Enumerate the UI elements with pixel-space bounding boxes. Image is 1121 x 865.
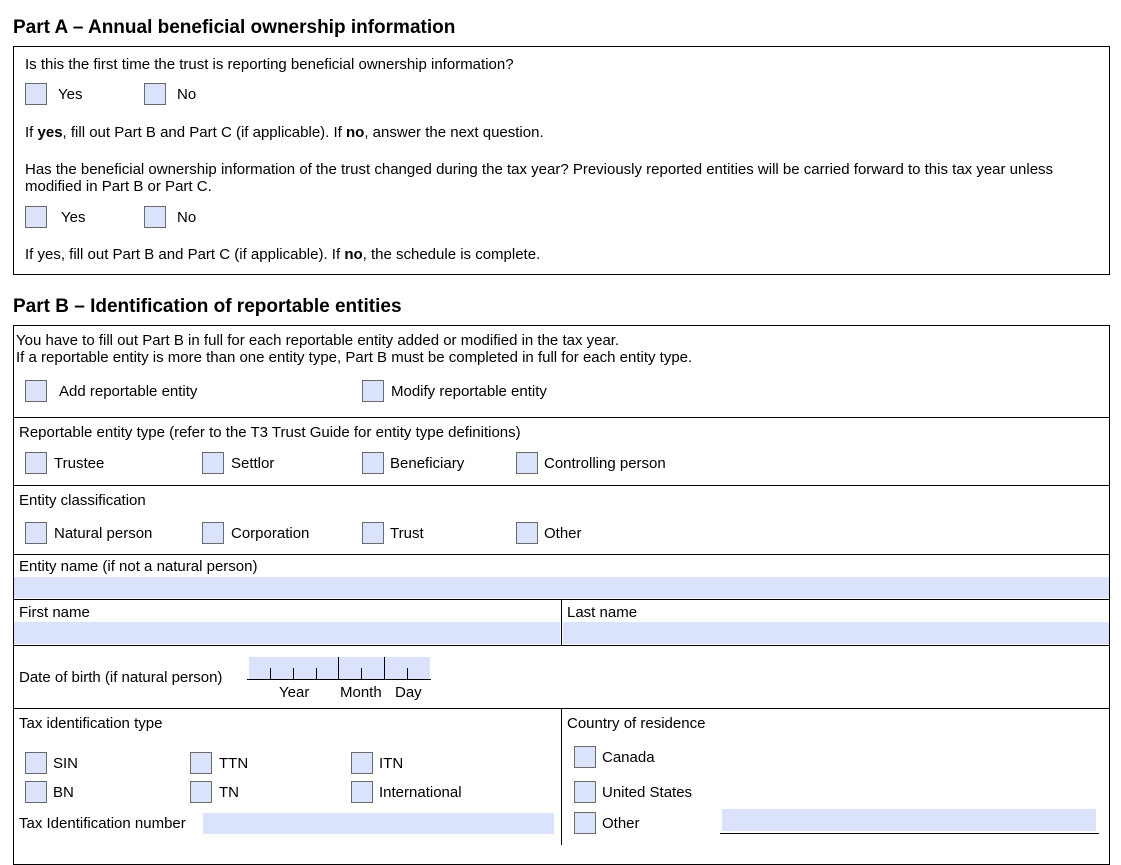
trustee-checkbox[interactable] xyxy=(25,452,47,474)
canada-label: Canada xyxy=(602,749,655,766)
natural-person-label: Natural person xyxy=(54,525,153,542)
international-checkbox[interactable] xyxy=(351,781,373,803)
dob-tick xyxy=(293,668,294,679)
date-of-birth-label: Date of birth (if natural person) xyxy=(19,669,223,686)
itn-label: ITN xyxy=(379,755,404,772)
first-time-no-checkbox[interactable] xyxy=(144,83,166,105)
dob-tick xyxy=(407,668,408,679)
first-name-label: First name xyxy=(19,604,90,621)
part-b-intro-line1: You have to fill out Part B in full for each reportable entity added or modified in the tax year. xyxy=(16,332,620,349)
united-states-checkbox[interactable] xyxy=(574,781,596,803)
settlor-checkbox[interactable] xyxy=(202,452,224,474)
modify-entity-label: Modify reportable entity xyxy=(391,383,547,400)
last-name-input[interactable] xyxy=(563,622,1109,644)
tax-id-type-label: Tax identification type xyxy=(19,715,163,732)
divider xyxy=(13,485,1110,486)
add-entity-label: Add reportable entity xyxy=(59,383,198,400)
entity-name-label: Entity name (if not a natural person) xyxy=(19,558,258,575)
add-entity-checkbox[interactable] xyxy=(25,380,47,402)
changed-question-line2: modified in Part B or Part C. xyxy=(25,178,212,195)
divider xyxy=(13,554,1110,555)
first-time-instruction: If yes, fill out Part B and Part C (if applicable). If no, answer the next question. xyxy=(25,124,544,141)
first-time-yes-label: Yes xyxy=(58,86,83,103)
natural-person-checkbox[interactable] xyxy=(25,522,47,544)
part-b-intro-line2: If a reportable entity is more than one entity type, Part B must be completed in full for each entity type. xyxy=(16,349,693,366)
tax-id-number-label: Tax Identification number xyxy=(19,815,186,832)
entity-classification-label: Entity classification xyxy=(19,492,146,509)
first-time-no-label: No xyxy=(177,86,197,103)
changed-yes-checkbox[interactable] xyxy=(25,206,47,228)
dob-tick xyxy=(316,668,317,679)
ttn-label: TTN xyxy=(219,755,249,772)
settlor-label: Settlor xyxy=(231,455,275,472)
other-classification-label: Other xyxy=(544,525,582,542)
first-time-question: Is this the first time the trust is reporting beneficial ownership information? xyxy=(25,56,514,73)
beneficiary-checkbox[interactable] xyxy=(362,452,384,474)
other-country-underline xyxy=(720,833,1099,834)
other-classification-checkbox[interactable] xyxy=(516,522,538,544)
sin-label: SIN xyxy=(53,755,79,772)
modify-entity-checkbox[interactable] xyxy=(362,380,384,402)
canada-checkbox[interactable] xyxy=(574,746,596,768)
united-states-label: United States xyxy=(602,784,693,801)
changed-question-line1: Has the beneficial ownership information of the trust changed during the tax year? Previously reported entities will be carried forward to this tax year unless xyxy=(25,161,1054,178)
trust-checkbox[interactable] xyxy=(362,522,384,544)
tn-checkbox[interactable] xyxy=(190,781,212,803)
corporation-label: Corporation xyxy=(231,525,310,542)
first-time-yes-checkbox[interactable] xyxy=(25,83,47,105)
other-country-input[interactable] xyxy=(722,809,1096,831)
part-a-title: Part A – Annual beneficial ownership information xyxy=(13,17,456,38)
trust-label: Trust xyxy=(390,525,424,542)
tax-country-divider xyxy=(561,708,562,845)
controlling-person-checkbox[interactable] xyxy=(516,452,538,474)
sin-checkbox[interactable] xyxy=(25,752,47,774)
last-name-label: Last name xyxy=(567,604,638,621)
itn-checkbox[interactable] xyxy=(351,752,373,774)
dob-separator xyxy=(338,657,339,679)
other-country-checkbox[interactable] xyxy=(574,812,596,834)
international-label: International xyxy=(379,784,462,801)
divider xyxy=(13,417,1110,418)
changed-no-checkbox[interactable] xyxy=(144,206,166,228)
divider xyxy=(13,645,1110,646)
dob-tick xyxy=(361,668,362,679)
entity-name-input[interactable] xyxy=(14,577,1109,598)
bn-label: BN xyxy=(53,784,74,801)
tax-id-number-input[interactable] xyxy=(203,813,554,834)
tn-label: TN xyxy=(219,784,239,801)
other-country-label: Other xyxy=(602,815,640,832)
controlling-person-label: Controlling person xyxy=(544,455,666,472)
first-name-input[interactable] xyxy=(14,622,560,644)
entity-type-label: Reportable entity type (refer to the T3 Trust Guide for entity type definitions) xyxy=(19,424,521,441)
dob-year-label: Year xyxy=(279,684,310,701)
dob-tick xyxy=(270,668,271,679)
country-label: Country of residence xyxy=(567,715,706,732)
beneficiary-label: Beneficiary xyxy=(390,455,465,472)
bn-checkbox[interactable] xyxy=(25,781,47,803)
dob-day-label: Day xyxy=(395,684,422,701)
dob-field-background[interactable] xyxy=(249,657,430,679)
changed-no-label: No xyxy=(177,209,197,226)
dob-month-label: Month xyxy=(340,684,382,701)
changed-yes-label: Yes xyxy=(61,209,86,226)
part-b-title: Part B – Identification of reportable entities xyxy=(13,296,402,317)
corporation-checkbox[interactable] xyxy=(202,522,224,544)
trustee-label: Trustee xyxy=(54,455,105,472)
dob-separator xyxy=(384,657,385,679)
dob-baseline xyxy=(247,679,431,680)
changed-instruction: If yes, fill out Part B and Part C (if applicable). If no, the schedule is complete. xyxy=(25,246,541,263)
name-divider xyxy=(561,599,562,646)
ttn-checkbox[interactable] xyxy=(190,752,212,774)
